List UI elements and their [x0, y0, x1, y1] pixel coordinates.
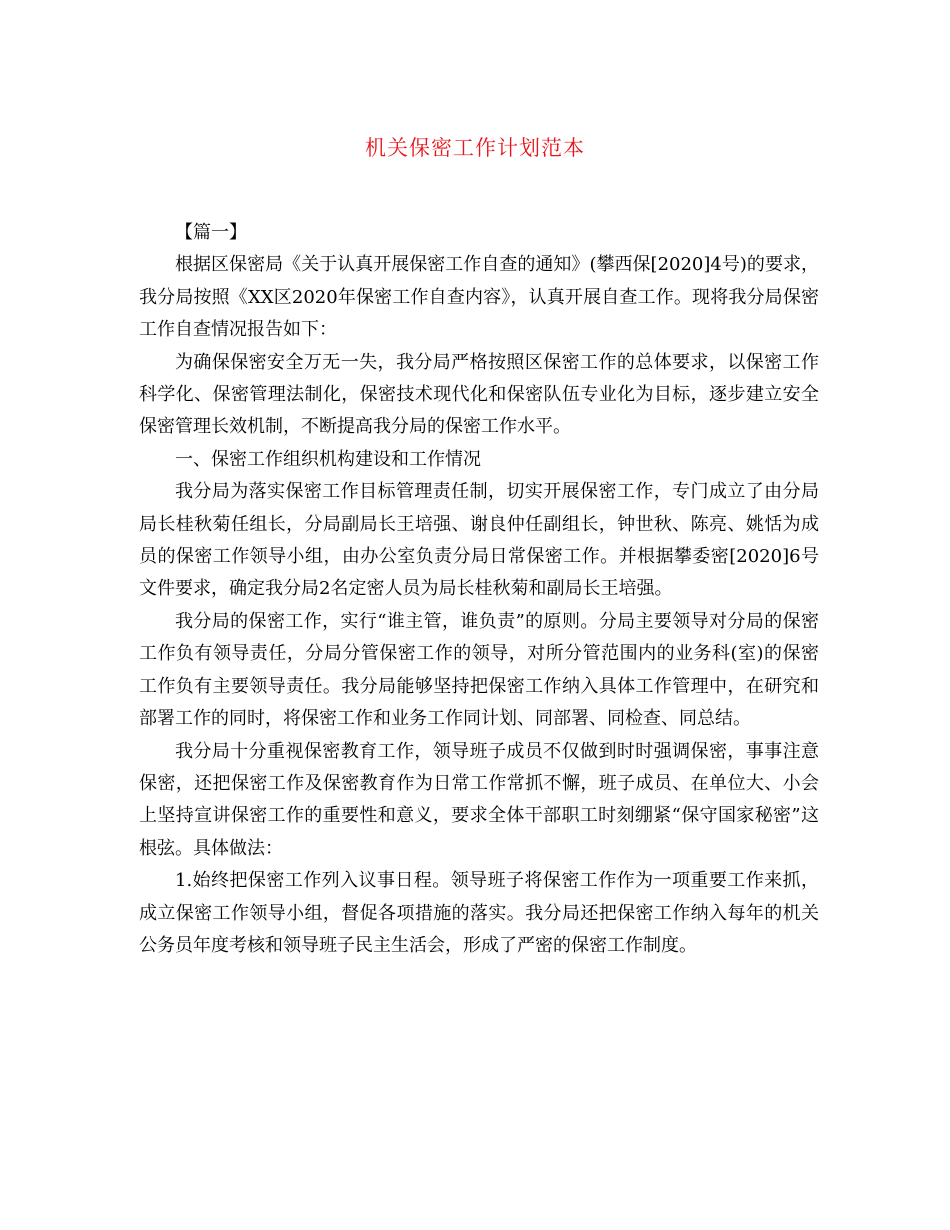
section-tag: 【篇一】 — [175, 222, 247, 243]
paragraph-responsibility: 我分局的保密工作，实行“谁主管，谁负责”的原则。分局主要领导对分局的保密工作负有领导责任，分局分管保密工作的领导，对所分管范围内的业务科(室)的保密工作负有主要领导责任。我分局能够坚持把保密工作纳入具体工作管理中，在研究和部署工作的同时，将保密工作和业务工作同计划、同部署、同检查、同总结。 — [139, 610, 819, 730]
paragraph-organization: 我分局为落实保密工作目标管理责任制，切实开展保密工作，专门成立了由分局局长桂秋菊任组长，分局副局长王培强、谢良仲任副组长，钟世秋、陈亮、姚恬为成员的保密工作领导小组，由办公室负责分局日常保密工作。并根据攀委密[2020]6号文件要求，确定我分局2名定密人员为局长桂秋菊和副局长王培强。 — [139, 481, 819, 600]
paragraph-intro: 根据区保密局《关于认真开展保密工作自查的通知》(攀西保[2020]4号)的要求，我分局按照《XX区2020年保密工作自查内容》，认真开展自查工作。现将我分局保密工作自查情况报告如下： — [139, 254, 819, 341]
section-heading-organization: 一、保密工作组织机构建设和工作情况 — [175, 448, 481, 470]
document-body — [139, 217, 819, 962]
paragraph-item-1: 1.始终把保密工作列入议事日程。领导班子将保密工作作为一项重要工作来抓，成立保密工作领导小组，督促各项措施的落实。我分局还把保密工作纳入每年的机关公务员年度考核和领导班子民主生活会，形成了严密的保密工作制度。 — [139, 870, 819, 956]
paragraph-education: 我分局十分重视保密教育工作，领导班子成员不仅做到时时强调保密，事事注意保密，还把保密工作及保密教育作为日常工作常抓不懈，班子成员、在单位大、小会上坚持宣讲保密工作的重要性和意义，要求全体干部职工时刻绷紧“保守国家秘密”这根弦。具体做法： — [139, 740, 819, 859]
paragraph-goal: 为确保保密安全万无一失，我分局严格按照区保密工作的总体要求，以保密工作科学化、保密管理法制化，保密技术现代化和保密队伍专业化为目标，逐步建立安全保密管理长效机制，不断提高我分局的保密工作水平。 — [139, 351, 819, 438]
document-title: 机关保密工作计划范本 — [365, 136, 585, 160]
